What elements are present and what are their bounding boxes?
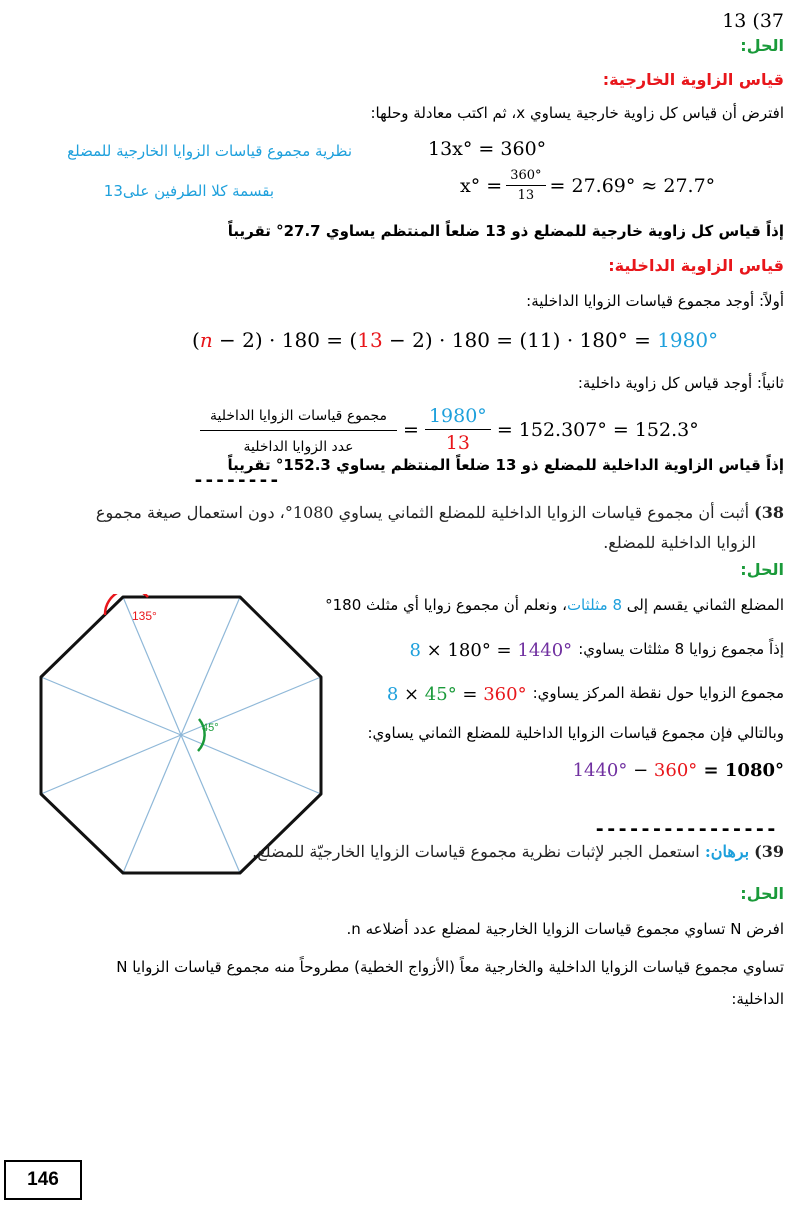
question-38-prompt	[14, 498, 784, 558]
question-39-number: 39)	[754, 842, 784, 861]
eq2-fraction	[506, 168, 545, 203]
eq4-fraction	[425, 405, 491, 454]
q39-line2: N تساوي مجموع قياسات الزوايا الداخلية والخارجية معاً (الأزواج الخطية) مطروحاً منه مجموع قياسات الزوايا	[116, 958, 784, 976]
solution-label-37: الحل:	[740, 36, 784, 55]
octagon-diagonals	[41, 597, 321, 873]
eq4-text-numerator: مجموع قياسات الزوايا الداخلية	[200, 404, 397, 431]
eq4-text-fraction	[200, 404, 397, 455]
question-38-number: 38)	[754, 503, 784, 522]
q38-line1	[325, 596, 784, 614]
q38-line3-8: 8	[386, 684, 399, 705]
proof-keyword: برهان:	[704, 842, 750, 861]
q38-line3-text: مجموع الزوايا حول نقطة المركز يساوي:	[532, 684, 784, 702]
question-39-prompt	[252, 842, 784, 861]
q38-line2-8: 8	[409, 640, 421, 661]
q38-line3	[387, 684, 784, 705]
eq3-part: − 2) · 180 = (11) · 180° =	[382, 328, 658, 352]
q38-line5-result: = 1080°	[697, 760, 784, 781]
eq4-rhs: = 152.307° = 152.3°	[496, 418, 699, 441]
separator-38: ----------------	[594, 818, 778, 840]
q38-line2-part: × 180° =	[420, 640, 518, 661]
q38-prompt-line1: أثبت أن مجموع قياسات الزوايا الداخلية للمضلع الثماني يساوي 1080°، دون استعمال صيغة مجموع	[95, 503, 750, 522]
q38-line1-triangles: 8 مثلثات	[566, 596, 622, 614]
equation-2	[460, 168, 715, 203]
q38-line3-part: ×	[398, 684, 425, 705]
q38-line1-part: المضلع الثماني يقسم إلى	[622, 596, 784, 614]
eq4-numerator: 1980°	[425, 405, 491, 430]
eq2-rhs: = 27.69° ≈ 27.7°	[549, 174, 716, 197]
equation-3	[192, 328, 718, 352]
page-number: 146	[4, 1160, 82, 1200]
eq2-lhs: x° =	[460, 174, 503, 197]
angle-label-135: 135°	[132, 609, 157, 623]
q38-line2	[410, 640, 785, 661]
q38-line2-math	[410, 640, 573, 661]
solution-label-39: الحل:	[740, 884, 784, 903]
octagon-figure	[38, 594, 324, 876]
interior-angle-heading: قياس الزاوية الداخلية:	[608, 256, 784, 275]
exterior-conclusion: إذاً قياس كل زاوية خارجية للمضلع ذو 13 ضلعاً المنتظم يساوي 27.7° تقريباً	[227, 222, 784, 240]
eq2-denominator: 13	[517, 188, 535, 203]
q38-line5-1440: 1440°	[572, 760, 628, 781]
q38-line5-360: 360°	[653, 760, 698, 781]
q38-line3-part: =	[456, 684, 484, 705]
q38-line3-result: 360°	[483, 684, 527, 705]
q38-line4: وبالتالي فإن مجموع قياسات الزوايا الداخلية للمضلع الثماني يساوي:	[367, 724, 784, 742]
solution-label-38: الحل:	[740, 560, 784, 579]
eq3-n: n	[199, 328, 213, 352]
q38-line5	[573, 760, 784, 781]
eq2-note: بقسمة كلا الطرفين على13	[103, 182, 274, 200]
question-37-number: 13 (37	[722, 10, 784, 32]
first-step-text: أولاً: أوجد مجموع قياسات الزوايا الداخلية:	[526, 292, 784, 310]
q38-line3-45: 45°	[424, 684, 457, 705]
eq3-part: (	[192, 328, 200, 352]
q38-line1-part: ، ونعلم أن مجموع زوايا أي مثلث 180°	[325, 596, 567, 614]
q39-line1: افرض N تساوي مجموع قياسات الزوايا الخارجية لمضلع عدد أضلاعه n.	[346, 920, 784, 938]
q38-line2-result: 1440°	[517, 640, 573, 661]
q38-line2-text: إذاً مجموع زوايا 8 مثلثات يساوي:	[578, 640, 784, 658]
eq4-text-denominator: عدد الزوايا الداخلية	[243, 439, 354, 455]
eq3-result: 1980°	[657, 328, 719, 352]
q38-line3-math	[387, 684, 527, 705]
equation-1: 13x° = 360°	[428, 138, 547, 160]
eq2-numerator: 360°	[506, 168, 545, 186]
q39-prompt-text: استعمل الجبر لإثبات نظرية مجموع قياسات الزوايا الخارجيّة للمضلع.	[252, 842, 700, 861]
interior-conclusion: إذاً قياس الزاوية الداخلية للمضلع ذو 13 ضلعاً المنتظم يساوي 152.3° تقريباً	[227, 456, 784, 474]
q38-line5-part: −	[627, 760, 654, 781]
eq3-part: − 2) · 180 = (	[212, 328, 358, 352]
equation-4: $\frac{\text{مجموع قياسات الزوايا الداخلية}}{\text{عدد الزوايا الداخلية}}$ = $\frac{1980^\circ}{13}$ = 152.307° = 152.3°	[200, 404, 699, 455]
eq1-note: نظرية مجموع قياسات الزوايا الخارجية للمضلع	[67, 142, 352, 160]
eq3-13: 13	[357, 328, 383, 352]
angle-label-45: 45°	[202, 722, 219, 734]
second-step-text: ثانياً: أوجد قياس كل زاوية داخلية:	[577, 374, 784, 392]
exterior-angle-heading: قياس الزاوية الخارجية:	[602, 70, 784, 89]
q39-line3: الداخلية:	[731, 990, 784, 1008]
assume-text: افترض أن قياس كل زاوية خارجية يساوي x، ثم اكتب معادلة وحلها:	[370, 104, 784, 122]
separator-37: --------	[193, 470, 280, 491]
eq4-denominator: 13	[445, 432, 470, 454]
q38-prompt-line2: الزوايا الداخلية للمضلع.	[603, 533, 756, 552]
